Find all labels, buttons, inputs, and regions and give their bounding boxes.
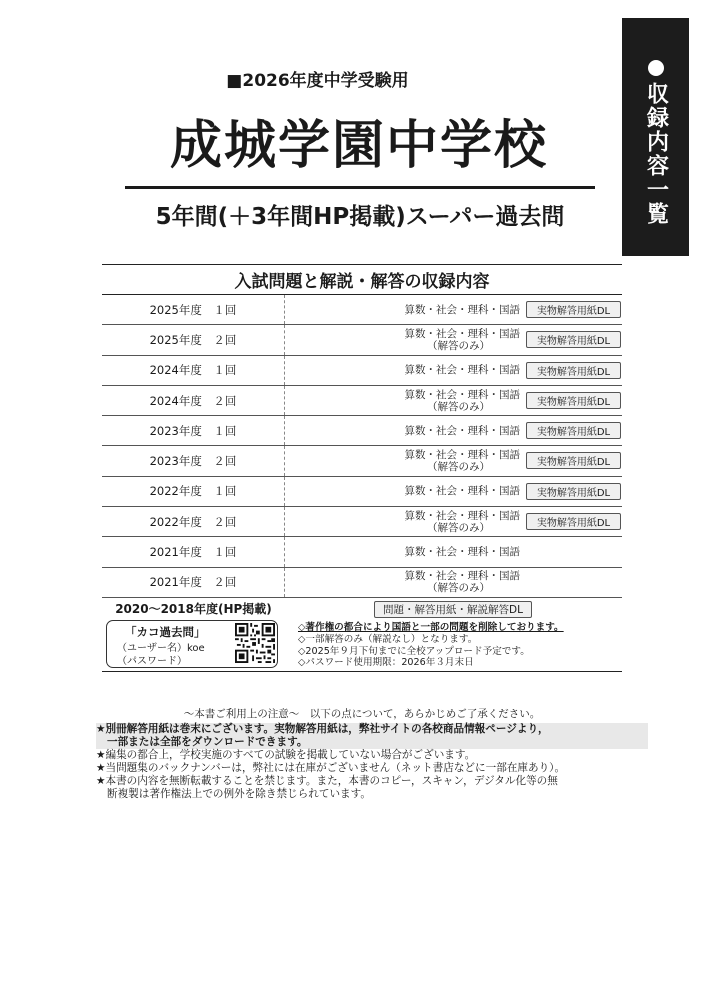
answer-sheet-download-button[interactable]: 実物解答用紙DL — [526, 422, 621, 439]
answers-only-note: （解答のみ） — [427, 339, 490, 352]
subjects-text: 算数・社会・理科・国語 — [404, 424, 520, 437]
exam-year: 2022年度 １回 — [102, 477, 285, 506]
table-row — [102, 568, 622, 598]
exam-year: 2023年度 １回 — [102, 416, 285, 445]
exam-subjects — [288, 507, 520, 536]
exam-subjects — [288, 568, 520, 597]
exam-year: 2021年度 １回 — [102, 537, 285, 566]
exam-subjects — [288, 325, 520, 354]
table-row — [102, 416, 622, 446]
table-row — [102, 295, 622, 325]
contents-list-tab — [622, 18, 689, 256]
table-row — [102, 507, 622, 537]
exam-year: 2024年度 １回 — [102, 356, 285, 385]
exam-subjects — [288, 537, 520, 566]
contents-table-title: 入試問題と解説・解答の収録内容 — [102, 265, 622, 295]
caution-line: ★本書の内容を無断転載することを禁じます。また，本書のコピー，スキャン，デジタル化等の無 — [96, 775, 558, 787]
upload-schedule-note: ◇2025年９月下旬までに全校アップロード予定です。 — [298, 645, 530, 657]
answer-sheet-download-button[interactable]: 実物解答用紙DL — [526, 513, 621, 530]
table-row — [102, 386, 622, 416]
caution-line: ★編集の都合上，学校実施のすべての試験を掲載していない場合がございます。 — [96, 749, 476, 761]
exam-year: 2025年度 ２回 — [102, 325, 285, 354]
side-tab-label: 収録内容一覧 — [643, 82, 669, 226]
answer-sheet-download-button[interactable]: 実物解答用紙DL — [526, 392, 621, 409]
subjects-text: 算数・社会・理科・国語 — [404, 449, 520, 462]
subjects-text: 算数・社会・理科・国語 — [404, 327, 520, 340]
answer-sheet-download-button[interactable]: 実物解答用紙DL — [526, 452, 621, 469]
caution-item — [96, 762, 648, 775]
exam-subjects — [288, 356, 520, 385]
cautions-list — [96, 723, 648, 801]
caution-item — [96, 775, 648, 801]
hp-download-button[interactable]: 問題・解答用紙・解説解答DL — [374, 601, 532, 618]
subjects-text: 算数・社会・理科・国語 — [404, 364, 520, 377]
exam-subjects — [288, 416, 520, 445]
exam-subjects — [288, 386, 520, 415]
answer-sheet-download-button[interactable]: 実物解答用紙DL — [526, 483, 621, 500]
caution-item — [96, 749, 648, 762]
subjects-text: 算数・社会・理科・国語 — [404, 303, 520, 316]
caution-item — [96, 723, 648, 749]
edition-label: ■2026年度中学受験用 — [226, 71, 409, 91]
username-label: （ユーザー名）koe — [117, 642, 205, 654]
answer-sheet-download-button[interactable]: 実物解答用紙DL — [526, 301, 621, 318]
kako-title: 「カコ過去問」 — [125, 624, 206, 639]
answers-only-note: （解答のみ） — [427, 521, 490, 534]
exam-subjects — [288, 446, 520, 475]
title-divider — [125, 186, 595, 189]
password-label: （パスワード） — [117, 655, 187, 667]
subjects-text: 算数・社会・理科・国語 — [404, 509, 520, 522]
hp-section — [102, 598, 622, 672]
table-row — [102, 356, 622, 386]
exam-subjects — [288, 295, 520, 324]
table-row — [102, 537, 622, 567]
book-subtitle: 5年間(＋3年間HP掲載)スーパー過去問 — [155, 204, 565, 230]
subjects-text: 算数・社会・理科・国語 — [404, 570, 520, 583]
answers-only-note: （解答のみ） — [427, 461, 490, 474]
table-row — [102, 325, 622, 355]
answer-sheet-download-button[interactable]: 実物解答用紙DL — [526, 362, 621, 379]
exam-year: 2025年度 １回 — [102, 295, 285, 324]
copyright-note: ◇著作権の都合により国語と一部の問題を削除しております。 — [298, 621, 564, 633]
subjects-text: 算数・社会・理科・国語 — [404, 485, 520, 498]
answers-only-note: （解答のみ） — [427, 400, 490, 413]
hp-notes — [298, 622, 618, 669]
table-row — [102, 477, 622, 507]
contents-table — [102, 264, 622, 672]
answer-sheet-download-button[interactable]: 実物解答用紙DL — [526, 331, 621, 348]
kako-login-box — [106, 620, 278, 668]
hp-years-title: 2020〜2018年度(HP掲載) — [115, 601, 272, 616]
answers-only-note: （解答のみ） — [427, 582, 490, 595]
exam-year: 2021年度 ２回 — [102, 568, 285, 597]
table-row — [102, 446, 622, 476]
exam-year: 2024年度 ２回 — [102, 386, 285, 415]
subjects-text: 算数・社会・理科・国語 — [404, 388, 520, 401]
exam-subjects — [288, 477, 520, 506]
cautions-heading: 〜本書ご利用上の注意〜 以下の点について，あらかじめご了承ください。 — [183, 708, 541, 720]
subjects-text: 算数・社会・理科・国語 — [404, 546, 520, 559]
caution-line: 一部または全部をダウンロードできます。 — [107, 736, 308, 748]
answers-only-note: ◇一部解答のみ（解説なし）となります。 — [298, 633, 478, 645]
caution-line: ★別冊解答用紙は巻末にございます。実物解答用紙は，弊社サイトの各校商品情報ページより， — [96, 723, 549, 735]
password-expiry-note: ◇パスワード使用期限：2026年３月末日 — [298, 657, 474, 669]
caution-line: 断複製は著作権法上での例外を除き禁じられています。 — [107, 788, 371, 800]
caution-line: ★当問題集のバックナンバーは，弊社には在庫がございません（ネット書店などに一部在庫あり）。 — [96, 762, 566, 774]
exam-year: 2022年度 ２回 — [102, 507, 285, 536]
school-title: 成城学園中学校 — [169, 116, 548, 176]
qr-code-icon[interactable] — [235, 623, 275, 663]
exam-year: 2023年度 ２回 — [102, 446, 285, 475]
